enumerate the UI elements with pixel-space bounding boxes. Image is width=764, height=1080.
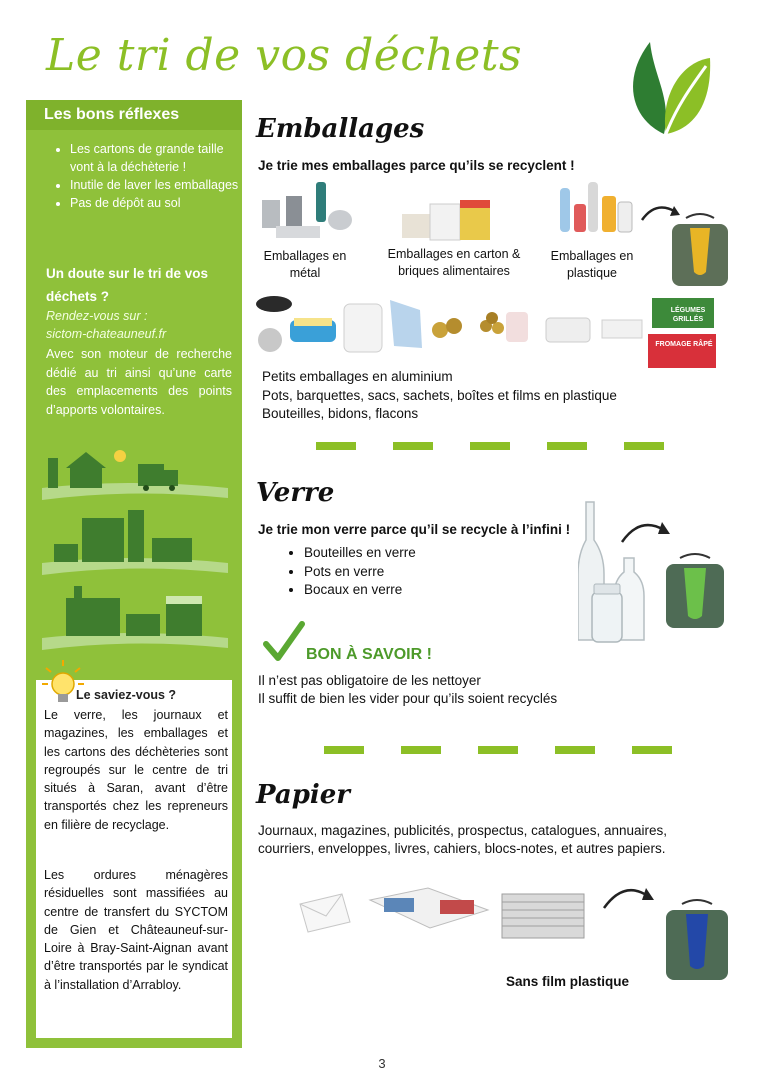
- metal-packaging-image: [258, 180, 358, 246]
- visit-label: Rendez-vous sur :: [46, 309, 148, 323]
- recycling-bin-icon: [668, 210, 732, 288]
- did-you-know-paragraph-1: Le verre, les journaux et magazines, les emballages et les cartons des déchèteries sont regroupés sur le centre de tri situés à Saran, avant d’être transportés chez les repreneurs en filière de recyclage.: [44, 708, 228, 832]
- tip-item: • Les cartons de grande taille vont à la déchèterie !: [70, 140, 250, 176]
- cat-metal-caption: Emballages en métal: [263, 249, 347, 280]
- emballages-lead: Je trie mes emballages parce qu’ils se recyclent !: [258, 158, 575, 173]
- verre-lead: Je trie mon verre parce qu’il se recycle à l’infini !: [258, 522, 571, 537]
- sidebar: [26, 100, 242, 1048]
- emballages-line-3: Bouteilles, bidons, flacons: [262, 406, 419, 421]
- page-number: 3: [378, 1056, 386, 1071]
- emballages-line-1: Petits emballages en aluminium: [262, 369, 453, 384]
- doubt-title: Un doute sur le tri de vos déchets ?: [46, 266, 209, 304]
- visit-link[interactable]: sictom-chateauneuf.fr: [46, 327, 167, 341]
- cat-carton-caption: Emballages en carton & briques alimentaires: [387, 247, 521, 278]
- emballages-line-2: Pots, barquettes, sacs, sachets, boîtes et films en plastique: [262, 388, 617, 403]
- search-description: Avec son moteur de recherche dédié au tri ainsi qu’une carte des emplacements des points d’apports volontaires.: [46, 347, 232, 417]
- bon-a-savoir-line-2: Il suffit de bien les vider pour qu’ils soient recyclés: [258, 691, 558, 706]
- visit-block: [46, 307, 226, 343]
- tip-item: • Pas de dépôt au sol: [70, 194, 250, 212]
- verre-item: • Bocaux en verre: [304, 581, 504, 600]
- did-you-know-box: [36, 680, 232, 1038]
- pack-label-fromage: FROMAGE RÂPÉ: [655, 341, 713, 348]
- leaf-logo-icon: [620, 38, 712, 138]
- verre-list: [282, 544, 504, 600]
- bon-a-savoir-line-1: Il n’est pas obligatoire de les nettoyer: [258, 673, 481, 688]
- recycling-bin-icon: [662, 896, 732, 982]
- papier-title: Papier: [256, 780, 350, 810]
- pack-label-legumes: LÉGUMES GRILLÉS: [670, 307, 706, 323]
- arrow-icon: [618, 512, 672, 546]
- papier-line-1: Journaux, magazines, publicités, prospectus, catalogues, annuaires,: [258, 823, 667, 838]
- verre-item: • Bouteilles en verre: [304, 544, 504, 563]
- plastic-packaging-image: [556, 180, 636, 246]
- papier-note: Sans film plastique: [506, 974, 630, 989]
- did-you-know-title: Le saviez-vous ?: [76, 688, 177, 702]
- bon-a-savoir-title: BON À SAVOIR !: [306, 646, 432, 663]
- sidebar-heading: Les bons réflexes: [26, 100, 242, 130]
- recycling-bin-icon: [662, 550, 728, 630]
- tip-item: • Inutile de laver les emballages: [70, 176, 250, 194]
- paper-items-image: [298, 880, 598, 950]
- page-title: Le tri de vos déchets: [46, 30, 523, 81]
- lightbulb-icon: [40, 658, 86, 708]
- dash-separator: [316, 442, 666, 452]
- cat-plastic-caption: Emballages en plastique: [550, 249, 634, 280]
- papier-line-2: courriers, enveloppes, livres, cahiers, blocs-notes, et autres papiers.: [258, 841, 666, 856]
- verre-item: • Pots en verre: [304, 563, 504, 582]
- small-packaging-images: [250, 290, 720, 370]
- arrow-icon: [600, 876, 656, 912]
- carton-packaging-image: [400, 196, 500, 244]
- recycling-process-illustration: [42, 438, 228, 660]
- did-you-know-paragraph-2: Les ordures ménagères résiduelles sont massifiées au centre de transfert du SYCTOM de Gien et Châteauneuf-sur-Loire à Bray-Saint-Aignan avant d’être transportés par le syndicat à l’installation d’Arrabloy.: [44, 868, 228, 992]
- emballages-title: Emballages: [256, 114, 425, 144]
- checkmark-icon: [262, 620, 306, 664]
- tips-list: [46, 140, 250, 212]
- dash-separator: [324, 746, 674, 756]
- verre-title: Verre: [256, 478, 335, 508]
